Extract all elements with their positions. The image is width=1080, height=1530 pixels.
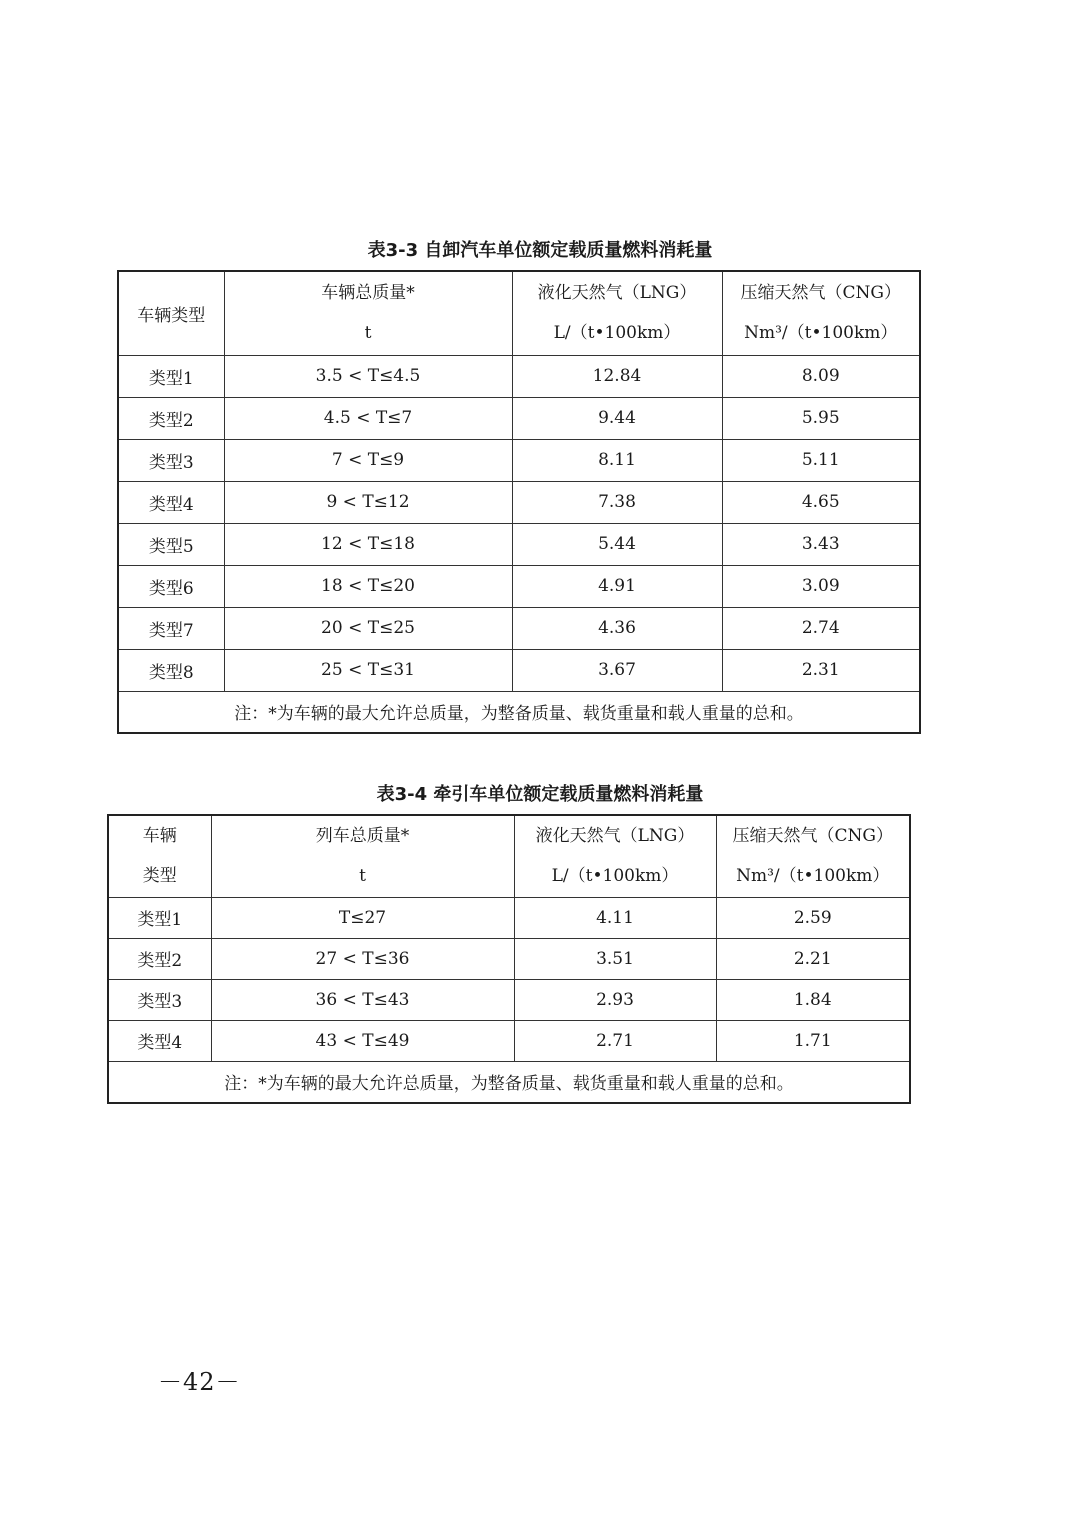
cell-mass: 18 < T≤20 [224, 565, 512, 607]
cell-cng: 8.09 [722, 355, 920, 397]
cell-type: 类型2 [108, 938, 211, 979]
cell-lng: 4.36 [512, 607, 722, 649]
table2-header-lng-unit: L/（t•100km） [551, 866, 679, 887]
table2-header-cng-unit: Nm³/（t•100km） [736, 866, 890, 887]
table2-header-mass [211, 815, 514, 897]
page-number: －42－ [158, 1368, 241, 1396]
table-row [108, 897, 910, 938]
cell-lng: 2.93 [514, 979, 716, 1020]
cell-cng: 3.09 [722, 565, 920, 607]
table2-note: 注：*为车辆的最大允许总质量，为整备质量、载货重量和载人重量的总和。 [108, 1061, 910, 1103]
cell-mass: 7 < T≤9 [224, 439, 512, 481]
table2-note-row [108, 1061, 910, 1103]
cell-type: 类型5 [118, 523, 224, 565]
cell-lng: 4.91 [512, 565, 722, 607]
table-row [118, 355, 920, 397]
cell-type: 类型7 [118, 607, 224, 649]
table2-header-type-line2: 类型 [142, 866, 177, 887]
table2 [107, 814, 911, 1104]
cell-type: 类型1 [108, 897, 211, 938]
table1-header-mass-label: 车辆总质量* [321, 283, 415, 304]
cell-cng: 2.21 [716, 938, 910, 979]
cell-cng: 1.71 [716, 1020, 910, 1061]
cell-cng: 3.43 [722, 523, 920, 565]
table2-header-mass-unit: t [359, 866, 366, 887]
table-row [108, 979, 910, 1020]
cell-type: 类型3 [118, 439, 224, 481]
cell-cng: 4.65 [722, 481, 920, 523]
cell-mass: 20 < T≤25 [224, 607, 512, 649]
table-row [118, 607, 920, 649]
table1-note: 注：*为车辆的最大允许总质量，为整备质量、载货重量和载人重量的总和。 [118, 691, 920, 733]
cell-mass: 27 < T≤36 [211, 938, 514, 979]
cell-type: 类型6 [118, 565, 224, 607]
cell-lng: 2.71 [514, 1020, 716, 1061]
table1-header-lng [512, 271, 722, 355]
table2-header-cng-label: 压缩天然气（CNG） [732, 826, 893, 847]
table1-header-lng-unit: L/（t•100km） [553, 323, 681, 344]
table2-header-type [108, 815, 211, 897]
table1-header-type: 车辆类型 [118, 271, 224, 355]
table2-header-type-line1: 车辆 [142, 826, 177, 847]
cell-mass: 4.5 < T≤7 [224, 397, 512, 439]
table1-header-cng [722, 271, 920, 355]
table2-header-mass-label: 列车总质量* [315, 826, 410, 847]
cell-mass: T≤27 [211, 897, 514, 938]
cell-lng: 3.51 [514, 938, 716, 979]
cell-cng: 1.84 [716, 979, 910, 1020]
cell-mass: 3.5 < T≤4.5 [224, 355, 512, 397]
table1-header-mass [224, 271, 512, 355]
table1-header-lng-label: 液化天然气（LNG） [537, 283, 697, 304]
table1-header-cng-label: 压缩天然气（CNG） [740, 283, 901, 304]
cell-mass: 9 < T≤12 [224, 481, 512, 523]
cell-cng: 5.95 [722, 397, 920, 439]
cell-lng: 7.38 [512, 481, 722, 523]
table1-header-mass-unit: t [364, 323, 372, 344]
cell-cng: 5.11 [722, 439, 920, 481]
table-row [108, 1020, 910, 1061]
cell-lng: 4.11 [514, 897, 716, 938]
cell-mass: 36 < T≤43 [211, 979, 514, 1020]
cell-lng: 8.11 [512, 439, 722, 481]
table-row [108, 938, 910, 979]
cell-mass: 43 < T≤49 [211, 1020, 514, 1061]
table1-header-cng-unit: Nm³/（t•100km） [744, 323, 898, 344]
cell-type: 类型1 [118, 355, 224, 397]
cell-lng: 9.44 [512, 397, 722, 439]
table-row [118, 397, 920, 439]
cell-mass: 12 < T≤18 [224, 523, 512, 565]
cell-type: 类型2 [118, 397, 224, 439]
table-row [118, 481, 920, 523]
table2-header-lng [514, 815, 716, 897]
cell-mass: 25 < T≤31 [224, 649, 512, 691]
cell-lng: 5.44 [512, 523, 722, 565]
cell-type: 类型8 [118, 649, 224, 691]
table1 [117, 270, 921, 734]
cell-type: 类型4 [118, 481, 224, 523]
cell-lng: 12.84 [512, 355, 722, 397]
table1-caption: 表3-3 自卸汽车单位额定载质量燃料消耗量 [367, 240, 713, 261]
cell-cng: 2.59 [716, 897, 910, 938]
table1-note-row [118, 691, 920, 733]
table2-header-cng [716, 815, 910, 897]
table-row [118, 565, 920, 607]
cell-lng: 3.67 [512, 649, 722, 691]
cell-cng: 2.31 [722, 649, 920, 691]
table-row [118, 439, 920, 481]
table-row [118, 523, 920, 565]
table-row [118, 649, 920, 691]
table2-caption: 表3-4 牵引车单位额定载质量燃料消耗量 [376, 784, 704, 805]
cell-type: 类型3 [108, 979, 211, 1020]
table2-header-lng-label: 液化天然气（LNG） [535, 826, 695, 847]
table2-header-row [108, 815, 910, 897]
cell-cng: 2.74 [722, 607, 920, 649]
table1-header-row [118, 271, 920, 355]
cell-type: 类型4 [108, 1020, 211, 1061]
